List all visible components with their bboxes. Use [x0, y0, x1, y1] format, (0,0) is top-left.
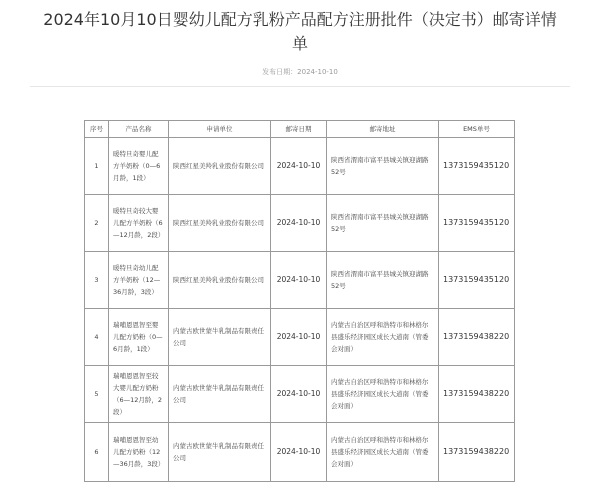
mail-date: 2024-10-10 — [271, 138, 327, 195]
applicant-company: 陕西红星美羚乳业股份有限公司 — [169, 252, 271, 309]
header-ems: EMS单号 — [439, 121, 515, 138]
mail-address: 陕西省渭南市富平县城关镇迎湖路52号 — [327, 252, 439, 309]
ems-number: 1373159435120 — [439, 252, 515, 309]
header-address: 邮寄地址 — [327, 121, 439, 138]
row-no: 4 — [85, 309, 109, 366]
mail-address: 陕西省渭南市富平县城关镇迎湖路52号 — [327, 195, 439, 252]
mail-date: 2024-10-10 — [271, 423, 327, 482]
header-no: 序号 — [85, 121, 109, 138]
table-row — [85, 423, 515, 482]
mail-address: 内蒙古自治区呼和浩特市和林格尔县盛乐经济园区成长大道南（管委会对面） — [327, 366, 439, 423]
title-divider — [30, 86, 570, 87]
ems-number: 1373159438220 — [439, 423, 515, 482]
applicant-company: 内蒙古欧世蒙牛乳制品有限责任公司 — [169, 309, 271, 366]
applicant-company: 内蒙古欧世蒙牛乳制品有限责任公司 — [169, 423, 271, 482]
header-product: 产品名称 — [109, 121, 169, 138]
applicant-company: 陕西红星美羚乳业股份有限公司 — [169, 195, 271, 252]
table-header-row — [85, 121, 515, 138]
mail-address: 陕西省渭南市富平县城关镇迎湖路52号 — [327, 138, 439, 195]
mailing-details-table — [84, 120, 515, 482]
product-name: 暖特旦奇较大婴儿配方羊奶粉（6—12月龄，2段） — [109, 195, 169, 252]
table-row — [85, 138, 515, 195]
mail-date: 2024-10-10 — [271, 309, 327, 366]
publish-date — [0, 67, 600, 77]
product-name: 暖特旦奇婴儿配方羊奶粉（0—6月龄，1段） — [109, 138, 169, 195]
row-no: 2 — [85, 195, 109, 252]
mail-address: 内蒙古自治区呼和浩特市和林格尔县盛乐经济园区成长大道南（管委会对面） — [327, 423, 439, 482]
product-name: 瑞哺恩恩智至较大婴儿配方奶粉（6—12月龄，2段） — [109, 366, 169, 423]
product-name: 瑞哺恩恩智至幼儿配方奶粉（12—36月龄，3段） — [109, 423, 169, 482]
header-company: 申请单位 — [169, 121, 271, 138]
table-row — [85, 366, 515, 423]
ems-number: 1373159438220 — [439, 309, 515, 366]
ems-number: 1373159435120 — [439, 138, 515, 195]
page-title: 2024年10月10日婴幼儿配方乳粉产品配方注册批件（决定书）邮寄详情单 — [43, 10, 557, 53]
header-date: 邮寄日期 — [271, 121, 327, 138]
table-row — [85, 309, 515, 366]
applicant-company: 内蒙古欧世蒙牛乳制品有限责任公司 — [169, 366, 271, 423]
publish-label: 发布日期： — [262, 68, 298, 76]
table-row — [85, 252, 515, 309]
product-name: 瑞哺恩恩智至婴儿配方奶粉（0—6月龄，1段） — [109, 309, 169, 366]
mail-date: 2024-10-10 — [271, 366, 327, 423]
publish-date-value: 2024-10-10 — [297, 68, 338, 76]
row-no: 3 — [85, 252, 109, 309]
ems-number: 1373159435120 — [439, 195, 515, 252]
mail-date: 2024-10-10 — [271, 195, 327, 252]
mail-date: 2024-10-10 — [271, 252, 327, 309]
row-no: 5 — [85, 366, 109, 423]
ems-number: 1373159438220 — [439, 366, 515, 423]
row-no: 6 — [85, 423, 109, 482]
product-name: 暖特旦奇幼儿配方羊奶粉（12—36月龄，3段） — [109, 252, 169, 309]
mail-address: 内蒙古自治区呼和浩特市和林格尔县盛乐经济园区成长大道南（管委会对面） — [327, 309, 439, 366]
applicant-company: 陕西红星美羚乳业股份有限公司 — [169, 138, 271, 195]
table-row — [85, 195, 515, 252]
row-no: 1 — [85, 138, 109, 195]
